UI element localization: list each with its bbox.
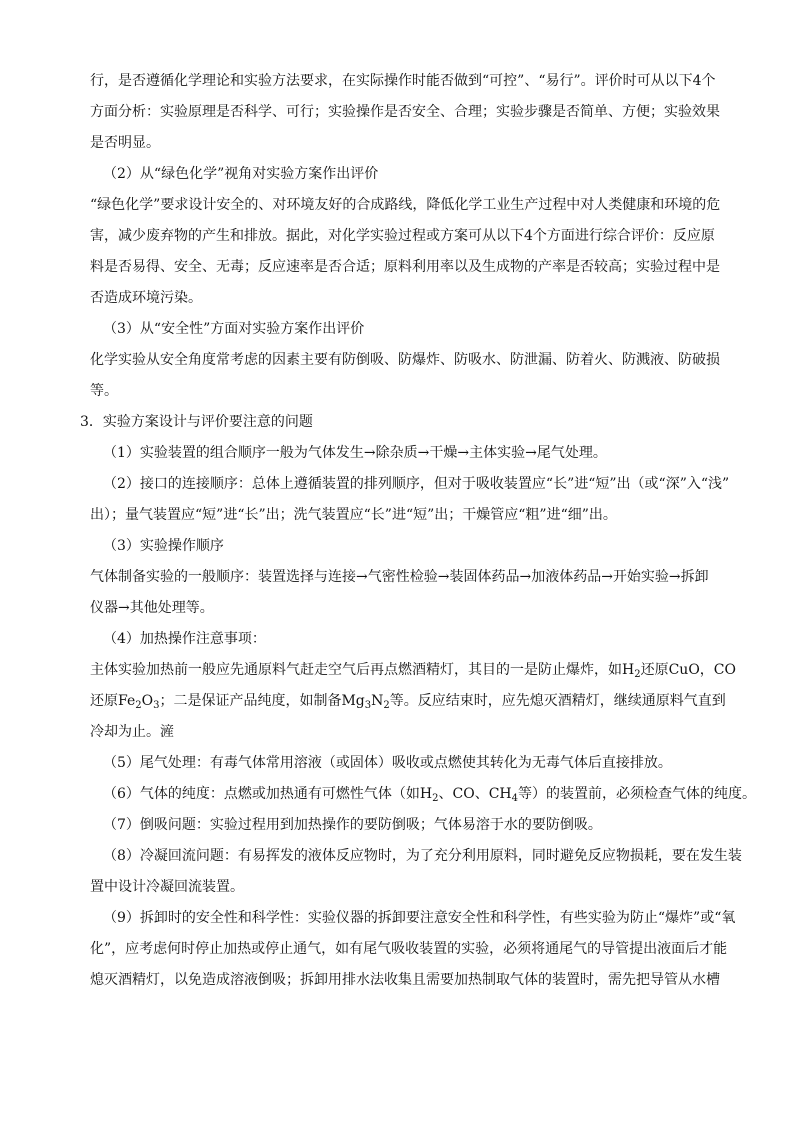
text-line (90, 438, 720, 469)
text-run: 冷却为止。滻 (90, 724, 174, 740)
text-line (90, 314, 720, 345)
text-line (90, 128, 720, 159)
subscript: 2 (135, 700, 142, 711)
subscript: 3 (153, 700, 160, 711)
text-run: 化学实验从安全角度常考虑的因素主要有防倒吸、防爆炸、防吸水、防泄漏、防着火、防溅液、防破损 (90, 352, 720, 368)
text-run: 是否明显。 (90, 135, 160, 151)
text-line (90, 593, 720, 624)
text-line (90, 190, 720, 221)
text-run: （3）实验操作顺序 (103, 538, 224, 554)
text-run: 化”，应考虑何时停止加热或停止通气，如有尾气吸收装置的实验，必须将通尾气的导管提出液面后才能 (90, 941, 728, 957)
text-run: 还原CuO，CO (640, 662, 736, 678)
text-line (90, 748, 720, 779)
text-line (90, 252, 720, 283)
text-run: 等。反应结束时，应先熄灭酒精灯，继续通原料气直到 (389, 693, 726, 709)
text-run: 否造成环境污染。 (90, 290, 202, 306)
text-run: 主体实验加热前一般应先通原料气赶走空气后再点燃酒精灯，其目的一是防止爆炸，如H (90, 662, 635, 678)
text-line (90, 66, 720, 97)
text-line (90, 97, 720, 128)
subscript: 2 (383, 700, 390, 711)
text-run: 置中设计冷凝回流装置。 (90, 879, 244, 895)
text-line (90, 717, 720, 748)
text-line (90, 934, 728, 965)
text-line (90, 686, 726, 717)
text-run: （4）加热操作注意事项： (103, 631, 266, 647)
text-run: （8）冷凝回流问题：有易挥发的液体反应物时，为了充分利用原料，同时避免反应物损耗，要在发生装 (103, 848, 742, 864)
text-run: 、CO、CH (438, 786, 512, 802)
text-run: （1）实验装置的组合顺序一般为气体发生→除杂质→干燥→主体实验→尾气处理。 (103, 445, 607, 461)
text-run: （9）拆卸时的安全性和科学性：实验仪器的拆卸要注意安全性和科学性，有些实验为防止“爆炸”或“氧 (103, 910, 736, 926)
text-line (90, 376, 720, 407)
text-line (90, 221, 720, 252)
text-run: ；二是保证产品纯度，如制备Mg (159, 693, 365, 709)
subscript: 4 (511, 793, 518, 804)
text-line (90, 779, 756, 810)
text-run: （2）接口的连接顺序：总体上遵循装置的排列顺序，但对于吸收装置应“长”进“短”出（或“深”入“浅” (103, 476, 730, 492)
text-run: 行，是否遵循化学理论和实验方法要求，在实际操作时能否做到“可控”、“易行”。评价时可从以下4个 (90, 73, 716, 89)
text-line (90, 872, 720, 903)
text-run: （6）气体的纯度：点燃或加热通有可燃性气体（如H (103, 786, 433, 802)
text-run: O (141, 693, 154, 709)
subscript: 2 (432, 793, 439, 804)
text-run: 方面分析：实验原理是否科学、可行；实验操作是否安全、合理；实验步骤是否简单、方便；实验效果 (90, 104, 720, 120)
text-run: （5）尾气处理：有毒气体常用溶液（或固体）吸收或点燃使其转化为无毒气体后直接排放。 (103, 755, 672, 771)
subscript: 3 (364, 700, 372, 711)
text-run: 出）；量气装置应“短”进“长”出；洗气装置应“长”进“短”出；干燥管应“粗”进“细”出。 (90, 507, 617, 523)
text-line (90, 810, 720, 841)
text-run: 气体制备实验的一般顺序：装置选择与连接→气密性检验→装固体药品→加液体药品→开始实验→拆卸 (90, 569, 709, 585)
text-line (90, 345, 720, 376)
text-run: 害，减少废弃物的产生和排放。据此，对化学实验过程或方案可从以下4个方面进行综合评价：反应原 (90, 228, 715, 244)
text-run: （7）倒吸问题：实验过程用到加热操作的要防倒吸；气体易溶于水的要防倒吸。 (103, 817, 602, 833)
text-run: 还原Fe (90, 693, 136, 709)
text-line (90, 841, 742, 872)
text-run: 料是否易得、安全、无毒；反应速率是否合适；原料利用率以及生成物的产率是否较高；实验过程中是 (90, 259, 720, 275)
text-line (90, 531, 720, 562)
text-line (90, 469, 730, 500)
text-line (90, 655, 736, 686)
text-line (90, 903, 736, 934)
text-line (90, 500, 720, 531)
text-line (90, 283, 720, 314)
text-line (90, 965, 720, 996)
text-run: （2）从“绿色化学”视角对实验方案作出评价 (103, 166, 379, 182)
text-run: 仪器→其他处理等。 (90, 600, 214, 616)
text-run: 等。 (90, 383, 118, 399)
document-body (80, 66, 756, 996)
text-run: （3）从“安全性”方面对实验方案作出评价 (103, 321, 365, 337)
subscript: 2 (634, 669, 641, 680)
text-line (80, 407, 720, 438)
text-run: 熄灭酒精灯，以免造成溶液倒吸；拆卸用排水法收集且需要加热制取气体的装置时，需先把导管从水槽 (90, 972, 720, 988)
text-run: 等）的装置前，必须检查气体的纯度。 (518, 786, 756, 802)
text-line (90, 624, 720, 655)
text-run: N (371, 693, 384, 709)
text-run: “绿色化学”要求设计安全的、对环境友好的合成路线，降低化学工业生产过程中对人类健康和环境的危 (90, 197, 721, 213)
text-line (90, 562, 720, 593)
text-line (90, 159, 720, 190)
text-run: 3．实验方案设计与评价要注意的问题 (80, 414, 313, 430)
